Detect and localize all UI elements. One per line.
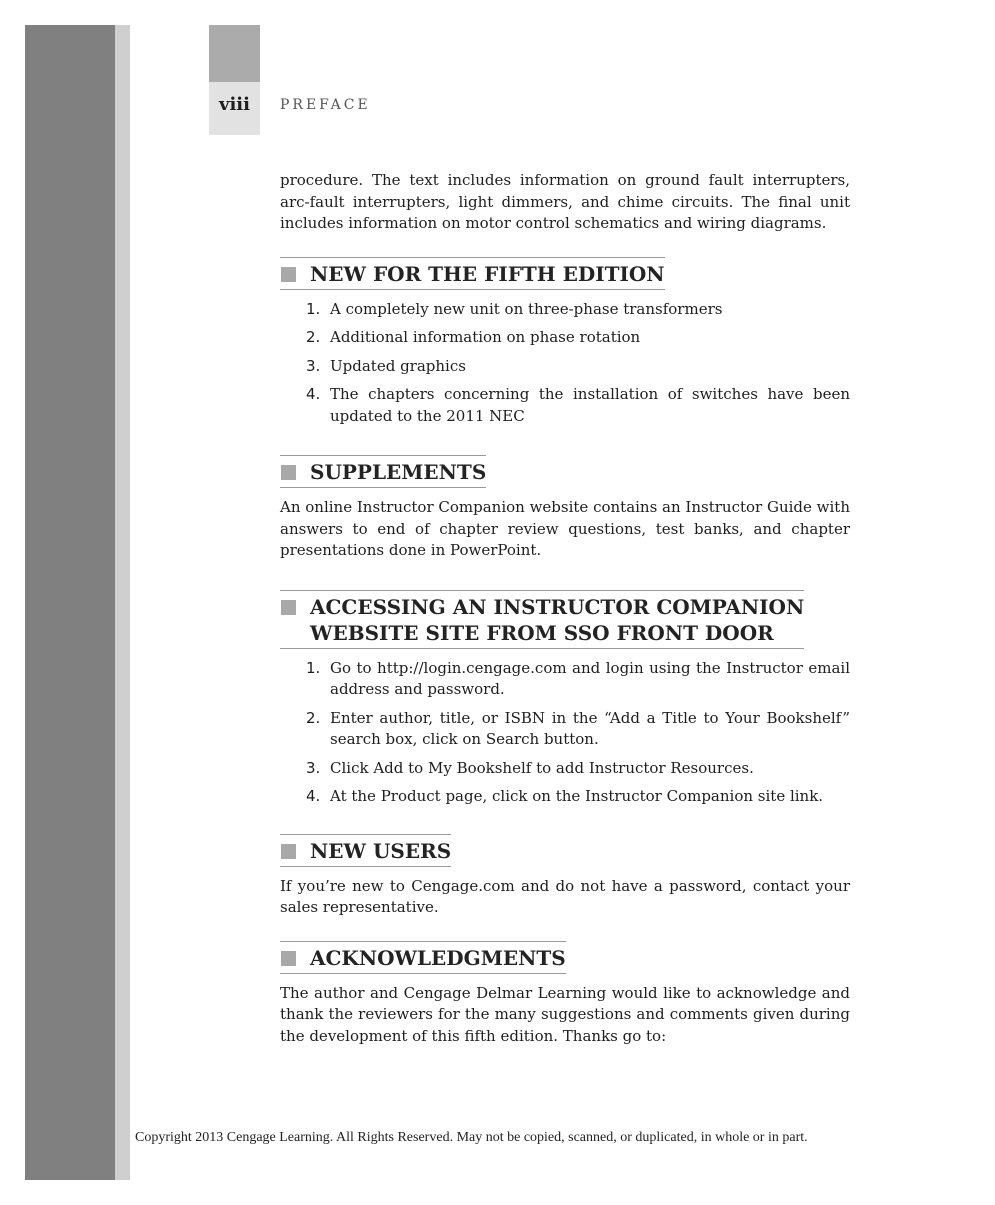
heading-text: ACKNOWLEDGMENTS bbox=[310, 945, 566, 970]
list-item bbox=[280, 658, 850, 701]
section-new-edition bbox=[280, 257, 850, 290]
section-acknowledgments bbox=[280, 941, 850, 974]
heading-bullet-icon bbox=[281, 951, 296, 966]
list-number: 4. bbox=[306, 385, 321, 403]
page-tab-top bbox=[209, 25, 260, 82]
list-text: Click Add to My Bookshelf to add Instructor Resources. bbox=[330, 758, 754, 777]
section-heading bbox=[280, 257, 665, 290]
list-text: At the Product page, click on the Instructor Companion site link. bbox=[330, 787, 824, 805]
accessing-steps-list bbox=[280, 658, 850, 808]
heading-bullet-icon bbox=[281, 600, 296, 615]
list-number: 2. bbox=[306, 708, 321, 727]
list-item bbox=[280, 758, 850, 780]
running-head: PREFACE bbox=[280, 97, 371, 113]
list-number: 3. bbox=[306, 758, 321, 777]
acknowledgments-paragraph: The author and Cengage Delmar Learning would like to acknowledge and thank the reviewers for the many suggestions and comments given during the development of this fifth edition. Thanks go to: bbox=[280, 983, 850, 1045]
supplements-paragraph: An online Instructor Companion website contains an Instructor Guide with answers to end of chapter review questions, test banks, and chapter presentations done in PowerPoint. bbox=[280, 498, 850, 559]
list-number: 1. bbox=[306, 658, 321, 677]
heading-text: NEW FOR THE FIFTH EDITION bbox=[310, 261, 665, 286]
section-accessing bbox=[280, 590, 850, 649]
intro-paragraph: procedure. The text includes information on ground fault interrupters, arc-fault interrupters, light dimmers, and chime circuits. The final unit includes information on motor control schematics and wiring diagrams. bbox=[280, 171, 850, 232]
margin-bar-dark bbox=[25, 25, 115, 1180]
list-number: 4. bbox=[306, 787, 321, 805]
heading-text-line1: ACCESSING AN INSTRUCTOR COMPANION bbox=[310, 594, 805, 619]
list-item bbox=[280, 384, 850, 427]
section-heading bbox=[280, 455, 486, 488]
new-edition-list bbox=[280, 299, 850, 428]
section-heading bbox=[280, 590, 804, 649]
heading-text: SUPPLEMENTS bbox=[310, 460, 487, 484]
section-supplements bbox=[280, 455, 850, 488]
copyright-footer: Copyright 2013 Cengage Learning. All Rights Reserved. May not be copied, scanned, or duplicated, in whole or in part. bbox=[135, 1130, 808, 1145]
new-users-paragraph: If you’re new to Cengage.com and do not have a password, contact your sales representative. bbox=[280, 876, 850, 916]
page-content bbox=[280, 170, 850, 1047]
list-text: Additional information on phase rotation bbox=[330, 328, 641, 346]
list-number: 3. bbox=[306, 356, 321, 375]
list-number: 1. bbox=[306, 299, 321, 318]
heading-text: NEW USERS bbox=[310, 838, 452, 863]
margin-bar-light bbox=[115, 25, 130, 1180]
heading-bullet-icon bbox=[281, 465, 296, 480]
heading-bullet-icon bbox=[281, 267, 296, 282]
section-new-users bbox=[280, 834, 850, 867]
section-heading bbox=[280, 834, 451, 867]
list-item bbox=[280, 708, 850, 751]
section-heading bbox=[280, 941, 566, 974]
list-item bbox=[280, 327, 850, 349]
list-text: Updated graphics bbox=[330, 356, 466, 375]
list-item bbox=[280, 299, 850, 321]
heading-bullet-icon bbox=[281, 844, 296, 859]
list-text: Enter author, title, or ISBN in the “Add a Title to Your Bookshelf” search box, click on Search button. bbox=[330, 708, 850, 748]
list-item bbox=[280, 786, 850, 808]
list-text: A completely new unit on three-phase transformers bbox=[330, 299, 723, 318]
list-number: 2. bbox=[306, 328, 321, 346]
list-text: The chapters concerning the installation of switches have been updated to the 2011 NEC bbox=[330, 385, 850, 425]
heading-text-line2: WEBSITE SITE FROM SSO FRONT DOOR bbox=[310, 620, 774, 645]
list-item bbox=[280, 356, 850, 378]
list-text: Go to http://login.cengage.com and login using the Instructor email address and password. bbox=[330, 658, 850, 698]
page-number: viii bbox=[219, 94, 250, 115]
